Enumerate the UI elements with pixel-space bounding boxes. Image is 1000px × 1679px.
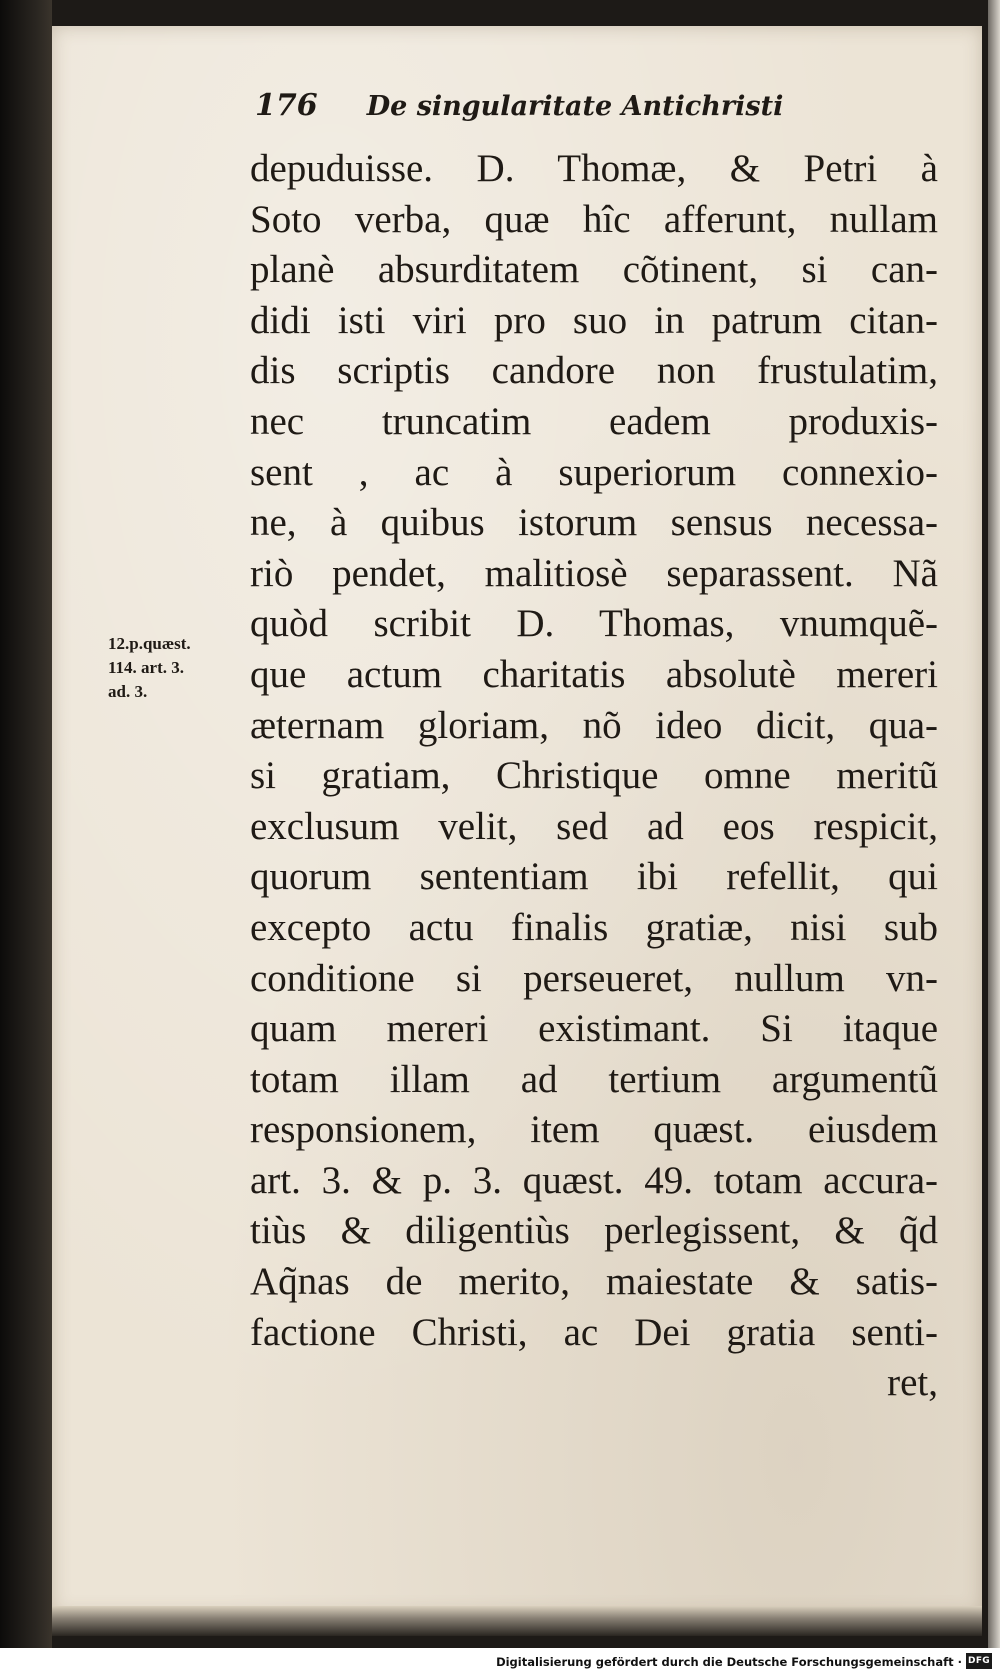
text-line: quam mereri existimant. Si itaque <box>250 1007 938 1051</box>
text-line: art. 3. & p. 3. quæst. 49. totam accura- <box>250 1158 938 1202</box>
text-line: dis scriptis candore non frustulatim, <box>250 349 938 393</box>
marginal-citation-line: 12.p.quæst. <box>108 634 191 653</box>
text-line: nec truncatim eadem produxis- <box>250 399 938 443</box>
dfg-logo: DFG <box>966 1653 992 1669</box>
text-line: sent , ac à superiorum connexio- <box>250 450 938 494</box>
text-line: Aq̃nas de merito, maiestate & satis- <box>250 1260 938 1304</box>
text-line: ne, à quibus istorum sensus necessa- <box>250 501 938 545</box>
page-edge-right <box>988 0 1000 1648</box>
marginal-citation-line: ad. 3. <box>108 682 148 701</box>
funding-credit: Digitalisierung gefördert durch die Deutsche Forschungsgemeinschaft · <box>496 1655 962 1669</box>
page-edge-bottom <box>52 1606 982 1636</box>
text-line: Soto verba, quæ hîc afferunt, nullam <box>250 197 938 241</box>
text-line: exclusum velit, sed ad eos respicit, <box>250 804 938 848</box>
marginal-citation <box>108 632 248 704</box>
footer-bar <box>0 1648 1000 1679</box>
text-line: que actum charitatis absolutè mereri <box>250 652 938 696</box>
text-line: si gratiam, Christique omne meritũ <box>250 754 938 798</box>
marginal-citation-line: 114. art. 3. <box>108 658 185 677</box>
text-line: responsionem, item quæst. eiusdem <box>250 1108 938 1152</box>
text-line: excepto actu finalis gratiæ, nisi sub <box>250 905 938 949</box>
text-line: didi isti viri pro suo in patrum citan- <box>250 298 938 342</box>
text-line: conditione si perseueret, nullum vn- <box>250 956 938 1000</box>
body-text <box>250 144 938 1409</box>
running-head <box>255 88 783 123</box>
text-line: æternam gloriam, nõ ideo dicit, qua- <box>250 703 938 747</box>
text-line: quorum sententiam ibi refellit, qui <box>250 855 938 899</box>
catchword: ret, <box>887 1361 938 1405</box>
text-line: riò pendet, malitiosè separassent. Nã <box>250 551 938 595</box>
page-number: 176 <box>255 88 318 123</box>
text-line: factione Christi, ac Dei gratia senti- <box>250 1310 938 1354</box>
book-spine-shadow <box>0 0 52 1648</box>
text-line: tiùs & diligentiùs perlegissent, & q̃d <box>250 1209 938 1253</box>
running-title: De singularitate Antichristi <box>366 91 784 122</box>
text-line: planè absurditatem cõtinent, si can- <box>250 248 938 292</box>
text-line: quòd scribit D. Thomas, vnumquẽ- <box>250 602 938 646</box>
text-line: depuduisse. D. Thomæ, & Petri à <box>250 147 938 190</box>
text-line: totam illam ad tertium argumentũ <box>250 1057 938 1101</box>
